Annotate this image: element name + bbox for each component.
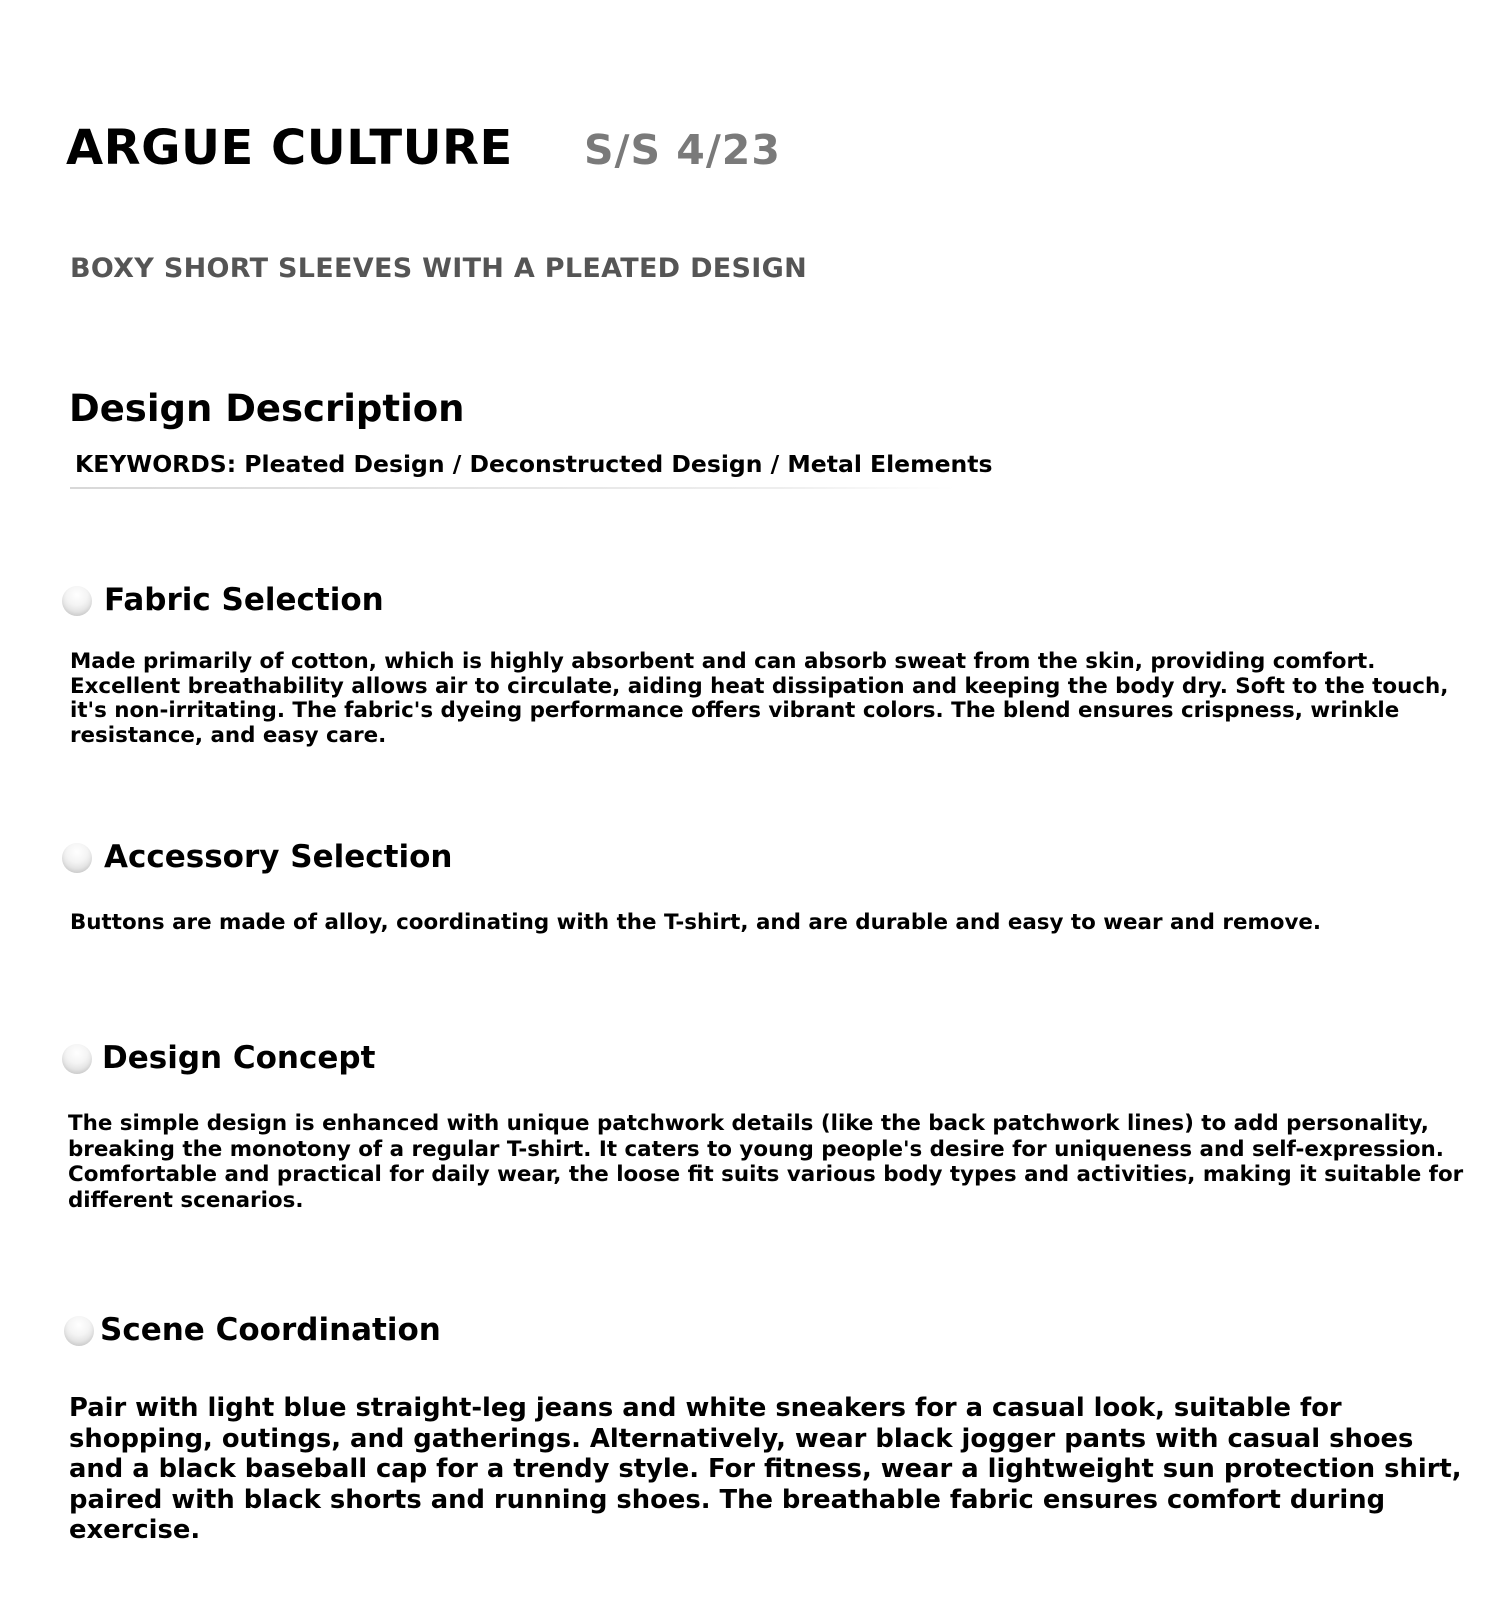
section-header-fabric (62, 582, 384, 618)
section-body-fabric: Made primarily of cotton, which is highly absorbent and can absorb sweat from the skin, providing comfort. Excellent breathability allows air to circulate, aiding heat dissipation and keeping the body dry. Soft to the touch, it's non-irritating. The fabric's dyeing performance offers vibrant colors. The blend ensures crispness, wrinkle resistance, and easy care. (70, 649, 1449, 748)
circle-bullet-icon (62, 1044, 92, 1074)
season-label: S/S 4/23 (584, 126, 781, 174)
section-header-concept (62, 1040, 376, 1076)
circle-bullet-icon (62, 843, 92, 873)
brand-name: ARGUE CULTURE (66, 120, 513, 176)
section-body-accessory: Buttons are made of alloy, coordinating with the T-shirt, and are durable and easy to wear and remove. (70, 910, 1322, 935)
section-body-scene: Pair with light blue straight-leg jeans and white sneakers for a casual look, suitable for shopping, outings, and gatherings. Alternatively, wear black jogger pants with casual shoes and a black baseball cap for a trendy style. For fitness, wear a lightweight sun protection shirt, paired with black shorts and running shoes. The breathable fabric ensures comfort during exercise. (69, 1393, 1462, 1545)
section-title-concept: Design Concept (102, 1040, 376, 1076)
keywords-line: KEYWORDS: Pleated Design / Deconstructed Design / Metal Elements (75, 450, 993, 478)
section-title-scene: Scene Coordination (100, 1312, 441, 1348)
section-title-fabric: Fabric Selection (104, 582, 384, 618)
circle-bullet-icon (64, 1316, 94, 1346)
section-header-scene (64, 1312, 441, 1348)
section-title-accessory: Accessory Selection (104, 839, 453, 875)
section-header-accessory (62, 839, 453, 875)
circle-bullet-icon (62, 586, 92, 616)
design-description-heading: Design Description (69, 387, 465, 430)
section-body-concept: The simple design is enhanced with unique patchwork details (like the back patchwork lines) to add personality, breaking the monotony of a regular T-shirt. It caters to young people's desire for uniqueness and self-expression. Comfortable and practical for daily wear, the loose fit suits various body types and activities, making it suitable for different scenarios. (68, 1111, 1464, 1213)
product-title: BOXY SHORT SLEEVES WITH A PLEATED DESIGN (70, 253, 808, 284)
keywords-divider (70, 487, 955, 489)
